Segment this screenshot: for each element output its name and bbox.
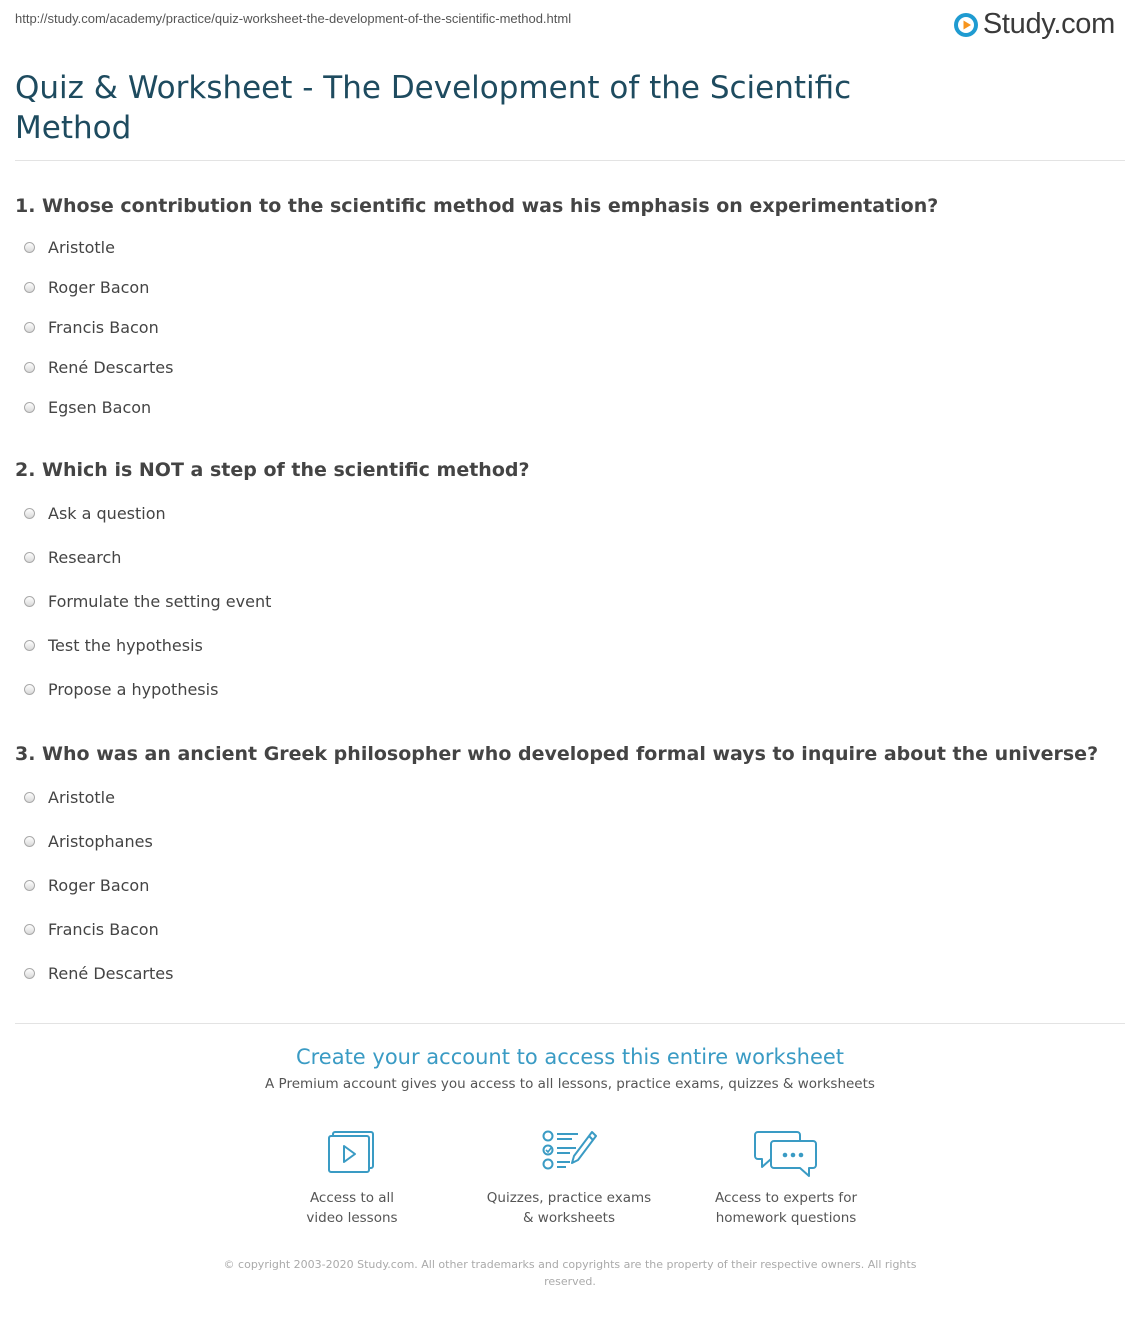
answer-option[interactable] (15, 307, 1125, 347)
option-label: Egsen Bacon (48, 397, 152, 417)
answer-option[interactable] (15, 579, 1125, 623)
logo-text: Study.com (982, 8, 1115, 40)
answer-option[interactable] (15, 951, 1125, 995)
radio-button[interactable] (24, 924, 35, 935)
option-label: René Descartes (48, 357, 174, 377)
option-label: Roger Bacon (48, 277, 150, 297)
question-3 (15, 741, 1125, 995)
option-label: Test the hypothesis (48, 635, 203, 655)
radio-button[interactable] (24, 968, 35, 979)
answer-option[interactable] (15, 907, 1125, 951)
radio-button[interactable] (24, 880, 35, 891)
feature-video-lessons (252, 1128, 452, 1228)
option-label: Francis Bacon (48, 317, 159, 337)
question-1 (15, 193, 1125, 427)
promo-subtitle: A Premium account gives you access to all lessons, practice exams, quizzes & worksheets (265, 1076, 875, 1092)
answer-option[interactable] (15, 491, 1125, 535)
radio-button[interactable] (24, 552, 35, 563)
answer-options (15, 775, 1125, 995)
option-label: René Descartes (48, 963, 174, 983)
option-label: Ask a question (48, 503, 166, 523)
answer-option[interactable] (15, 775, 1125, 819)
feature-label: Access to all video lessons (306, 1190, 398, 1226)
radio-button[interactable] (24, 836, 35, 847)
feature-label: Access to experts for homework questions (714, 1190, 857, 1226)
radio-button[interactable] (24, 640, 35, 651)
quiz-checklist-icon (540, 1128, 598, 1178)
option-label: Aristotle (48, 787, 115, 807)
chat-bubbles-icon (753, 1128, 819, 1178)
study-logo[interactable] (953, 8, 1115, 41)
radio-button[interactable] (24, 402, 35, 413)
option-label: Aristotle (48, 237, 115, 257)
play-circle-icon (953, 12, 979, 38)
radio-button[interactable] (24, 684, 35, 695)
page-url: http://study.com/academy/practice/quiz-worksheet-the-development-of-the-scientific-method.html (15, 11, 572, 26)
radio-button[interactable] (24, 362, 35, 373)
divider (15, 1023, 1125, 1024)
answer-option[interactable] (15, 863, 1125, 907)
answer-option[interactable] (15, 227, 1125, 267)
question-text: 2. Which is NOT a step of the scientific method? (15, 459, 530, 481)
radio-button[interactable] (24, 282, 35, 293)
video-lessons-icon (324, 1128, 380, 1178)
copyright-notice: © copyright 2003-2020 Study.com. All other trademarks and copyrights are the property of their respective owners. All rights reserved. (223, 1258, 917, 1288)
answer-option[interactable] (15, 819, 1125, 863)
answer-option[interactable] (15, 667, 1125, 711)
answer-option[interactable] (15, 623, 1125, 667)
option-label: Formulate the setting event (48, 591, 272, 611)
option-label: Aristophanes (48, 831, 153, 851)
radio-button[interactable] (24, 596, 35, 607)
radio-button[interactable] (24, 242, 35, 253)
option-label: Propose a hypothesis (48, 679, 219, 699)
answer-options (15, 227, 1125, 427)
question-text: 3. Who was an ancient Greek philosopher who developed formal ways to inquire about the universe? (15, 743, 1099, 765)
question-text: 1. Whose contribution to the scientific method was his emphasis on experimentation? (15, 195, 939, 217)
radio-button[interactable] (24, 322, 35, 333)
answer-option[interactable] (15, 535, 1125, 579)
radio-button[interactable] (24, 792, 35, 803)
option-label: Roger Bacon (48, 875, 150, 895)
option-label: Francis Bacon (48, 919, 159, 939)
answer-option[interactable] (15, 267, 1125, 307)
option-label: Research (48, 547, 122, 567)
feature-label: Quizzes, practice exams & worksheets (486, 1190, 652, 1226)
answer-option[interactable] (15, 347, 1125, 387)
feature-experts (686, 1128, 886, 1228)
radio-button[interactable] (24, 508, 35, 519)
page-title: Quiz & Worksheet - The Development of the Scientific Method (15, 70, 852, 146)
divider (15, 160, 1125, 161)
question-2 (15, 457, 1125, 711)
answer-option[interactable] (15, 387, 1125, 427)
answer-options (15, 491, 1125, 711)
create-account-link[interactable]: Create your account to access this entire worksheet (295, 1045, 845, 1069)
feature-quizzes (469, 1128, 669, 1228)
